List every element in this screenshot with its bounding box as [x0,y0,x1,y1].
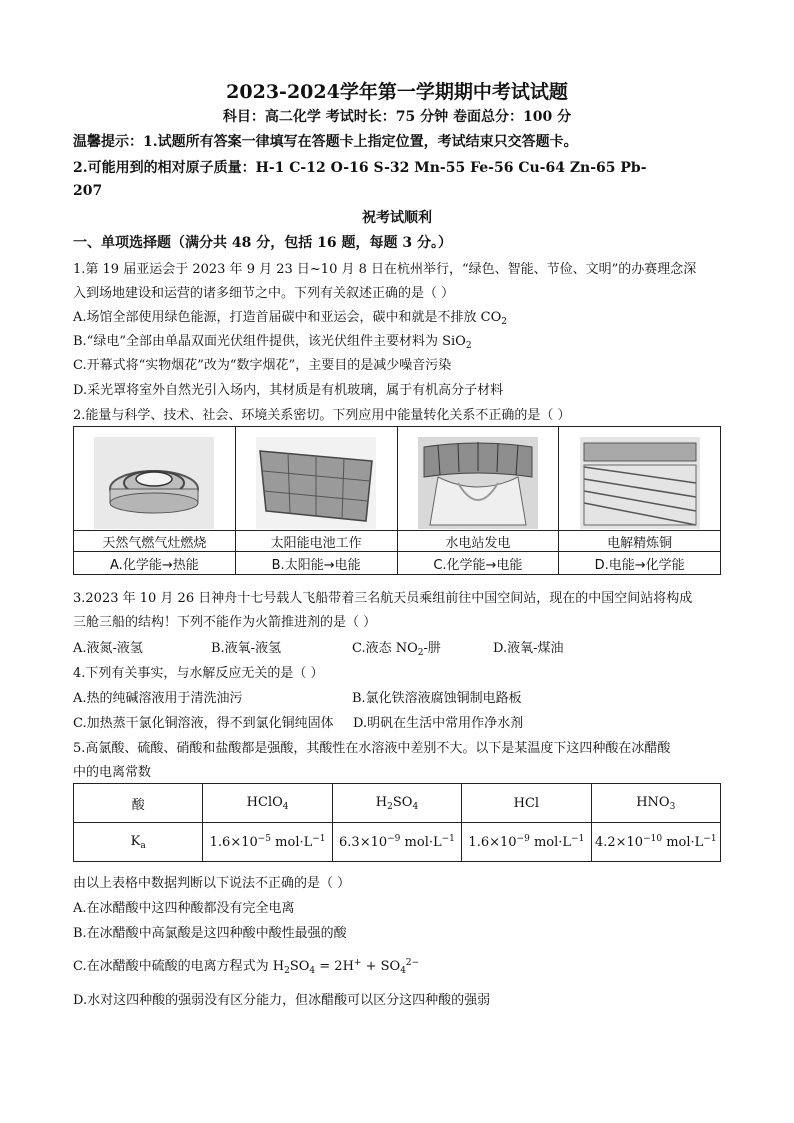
q5-option-b: B.在冰醋酸中高氯酸是这四种酸中酸性最强的酸 [73,926,347,941]
ka-row-label: $K_a$ [74,823,203,862]
q2-stem: 2.能量与科学、技术、社会、环境关系密切。下列应用中能量转化关系不正确的是（ ） [73,408,571,423]
q4-option-c: C.加热蒸干氯化铜溶液，得不到氯化铜纯固体 [73,716,334,731]
q3-option-d: D.液氧-煤油 [493,641,564,656]
q2-caption: 太阳能电池工作 [235,531,397,552]
q5-stem-line1: 5.高氯酸、硫酸、硝酸和盐酸都是强酸，其酸性在水溶液中差别不大。以下是某温度下这四种酸在冰醋酸 [73,741,671,756]
q1-stem-line1: 1.第 19 届亚运会于 2023 年 9 月 23 日~10 月 8 日在杭州举行，“绿色、智能、节俭、文明”的办赛理念深 [73,262,697,277]
ka-value: $4.2\times 10^{-10}$ $mol\cdot L^{-1}$ [591,823,720,862]
q5-option-c: C.在冰醋酸中硫酸的电离方程式为 $H_2SO_4 = 2H^+ + SO_4^{2-}$ [73,958,420,976]
q5-option-d: D.水对这四种酸的强弱没有区分能力，但冰醋酸可以区分这四种酸的强弱 [73,993,491,1008]
q3-stem-line2: 三舱三船的结构！下列不能作为火箭推进剂的是（ ） [73,615,377,630]
acid-cell: $HNO_3$ [591,784,720,823]
q2-option: A.化学能→热能 [74,552,236,575]
q2-option: B.太阳能→电能 [235,552,397,575]
q5-ka-table [73,783,721,862]
ka-value: $1.6\times 10^{-5}$ $mol\cdot L^{-1}$ [203,823,332,862]
q2-pic-cell [74,427,236,531]
q5-stem-line2: 中的电离常数 [73,765,152,780]
q4-option-a: A.热的纯碱溶液用于清洗油污 [73,691,243,706]
gas-stove-image [94,437,214,529]
q5-judge: 由以上表格中数据判断以下说法不正确的是（ ） [73,876,351,891]
q2-caption: 天然气燃气灶燃烧 [74,531,236,552]
q2-option: C.化学能→电能 [397,552,559,575]
ka-table-header: 酸 [74,784,203,823]
q3-stem-line1: 3.2023 年 10 月 26 日神舟十七号载人飞船带着三名航天员乘组前往中国空间站，现在的中国空间站将构成 [73,591,693,606]
q2-caption: 水电站发电 [397,531,559,552]
q1-option-c: C.开幕式将“实物烟花”改为“数字烟花”，主要目的是减少噪音污染 [73,358,452,373]
ka-value: $1.6\times 10^{-9}$ $mol\cdot L^{-1}$ [462,823,591,862]
exam-subtitle: 科目：高二化学 考试时长：75 分钟 卷面总分：100 分 [222,109,572,125]
hydropower-dam-image [418,437,538,529]
atomic-mass-line2: 207 [73,183,103,199]
solar-panel-image [256,437,376,529]
q2-pic-cell [397,427,559,531]
q3-option-a: A.液氮-液氢 [73,641,143,656]
section-heading: 一、单项选择题（满分共 48 分，包括 16 题，每题 3 分。） [73,235,452,251]
q2-pic-cell [235,427,397,531]
page-title: 2023-2024学年第一学期期中考试试题 [226,81,568,103]
q1-option-a: A.场馆全部使用绿色能源，打造首届碳中和亚运会，碳中和就是不排放 $CO_2$ [73,310,507,327]
q4-stem: 4.下列有关事实，与水解反应无关的是（ ） [73,666,324,681]
wish-text: 祝考试顺利 [362,210,432,226]
q2-caption: 电解精炼铜 [559,531,721,552]
q4-option-b: B.氯化铁溶液腐蚀铜制电路板 [352,691,522,706]
q2-image-table [73,426,721,575]
copper-refining-image [580,437,700,529]
q2-pic-cell [559,427,721,531]
acid-cell: $H_2SO_4$ [332,784,461,823]
q1-stem-line2: 入到场地建设和运营的诸多细节之中。下列有关叙述正确的是（ ） [73,286,455,301]
acid-cell: HClO$_4$ [203,784,332,823]
q1-option-b: B.“绿电”全部由单晶双面光伏组件提供，该光伏组件主要材料为 SiO$_2$ [73,334,472,351]
q3-option-b: B.液氧-液氢 [211,641,282,656]
atomic-mass-line1: 2.可能用到的相对原子质量：H-1 C-12 O-16 S-32 Mn-55 Fe-56 Cu-64 Zn-65 Pb- [73,160,647,176]
exam-tip: 温馨提示：1.试题所有答案一律填写在答题卡上指定位置，考试结束只交答题卡。 [73,134,578,150]
acid-cell: HCl [462,784,591,823]
ka-value: $6.3\times 10^{-9}$ $mol\cdot L^{-1}$ [332,823,461,862]
q5-option-a: A.在冰醋酸中这四种酸都没有完全电离 [73,901,295,916]
q3-option-c: C.液态 $NO_2-$肼 [352,641,441,658]
q2-option: D.电能→化学能 [559,552,721,575]
q1-option-d: D.采光罩将室外自然光引入场内，其材质是有机玻璃，属于有机高分子材料 [73,383,504,398]
q4-option-d: D.明矾在生活中常用作净水剂 [353,716,524,731]
